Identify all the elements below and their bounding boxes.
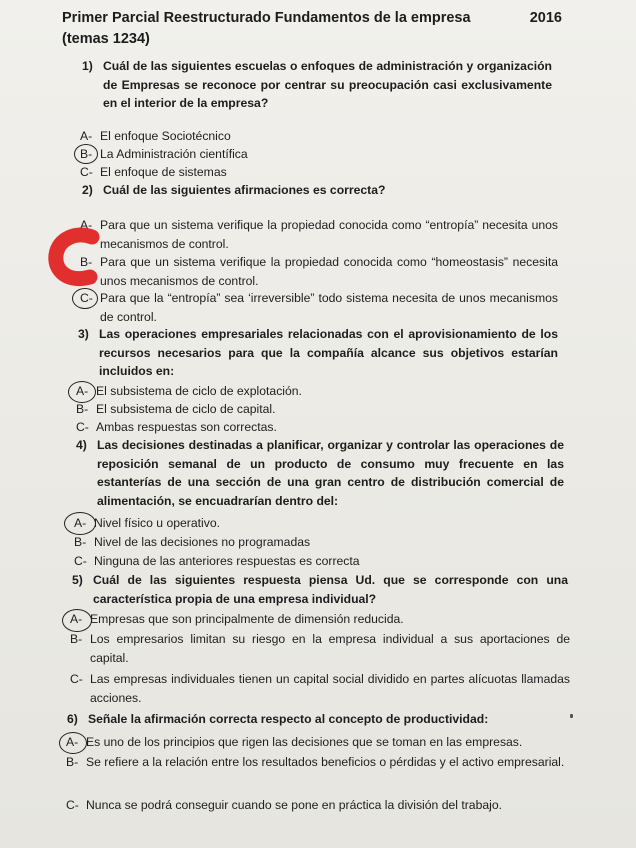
option-label: C- [80,291,93,305]
option-label: A- [76,384,89,398]
option-label: C- [76,420,89,434]
question-4-option-a [74,514,554,533]
question-1 [82,57,552,113]
option-text: El subsistema de ciclo de capital. [96,402,276,416]
option-text: Para que un sistema verifique la propiedad conocida como “homeostasis” necesita unos mecanismos de control. [100,255,558,288]
option-text: Nunca se podrá conseguir cuando se pone en práctica la división del trabajo. [86,798,502,812]
question-2-option-b [80,253,558,290]
question-6-option-b [66,753,572,772]
option-label: A- [74,516,87,530]
question-text: Las decisiones destinadas a planificar, organizar y controlar las operaciones de reposición semanal de un producto de consumo muy frecuente en las estanterías de una sección de una gran centro de distribución comercial de alimentación, se encuadrarían dentro del: [97,438,564,508]
question-text: Señale la afirmación correcta respecto al concepto de productividad: [88,712,489,726]
question-number: 2) [82,183,93,197]
option-text: Nivel físico u operativo. [94,516,220,530]
question-text: Cuál de las siguientes afirmaciones es correcta? [103,183,386,197]
exam-title [62,8,562,50]
option-text: Ninguna de las anteriores respuestas es correcta [94,554,360,568]
question-4-option-c [74,552,554,571]
option-label: B- [66,755,79,769]
option-label: C- [70,672,83,686]
question-5-option-a [70,610,570,629]
exam-year: 2016 [529,10,562,26]
question-6-option-c [66,796,572,815]
question-5 [72,571,568,608]
exam-subtitle: (temas 1234) [62,31,150,47]
option-label: B- [80,147,93,161]
answer-circle-q3 [68,381,96,403]
answer-circle-q2 [72,288,98,309]
question-4-option-b [74,533,554,552]
option-text: Para que un sistema verifique la propiedad conocida como “entropía” necesita unos mecanismos de control. [100,218,558,251]
question-1-option-a [80,127,560,146]
question-3-option-a [76,382,556,401]
answer-circle-q6 [59,732,87,754]
option-label: B- [76,402,89,416]
exam-title-text: Primer Parcial Reestructurado Fundamentos de la empresa [62,10,471,26]
option-text: El enfoque de sistemas [100,165,227,179]
question-1-option-c [80,163,560,182]
option-label: B- [80,255,93,269]
option-label: C- [66,798,79,812]
option-label: A- [80,218,93,232]
question-6-option-a [66,733,572,752]
option-label: A- [80,129,93,143]
option-text: Se refiere a la relación entre los resultados beneficios o pérdidas y el activo empresarial. [86,755,565,769]
option-label: B- [74,535,87,549]
question-2 [82,181,552,200]
option-label: C- [80,165,93,179]
question-4 [76,436,564,510]
question-3-option-c [76,418,556,437]
option-text: Las empresas individuales tienen un capital social dividido en partes alícuotas llamadas acciones. [90,672,570,705]
option-text: El enfoque Sociotécnico [100,129,231,143]
question-number: 4) [76,438,87,452]
option-text: Los empresarios limitan su riesgo en la empresa individual a sus aportaciones de capital. [90,632,570,665]
question-5-option-c [70,670,570,707]
question-5-option-b [70,630,570,667]
option-text: Para que la “entropía” sea ‘irreversible” todo sistema necesita de unos mecanismos de control. [100,291,558,324]
question-3 [78,325,558,381]
answer-circle-q4 [64,512,96,535]
option-label: B- [70,632,83,646]
question-text: Cuál de las siguientes escuelas o enfoques de administración y organización de Empresas se reconoce por centrar su preocupación casi exclusivamente en el interior de la empresa? [103,59,552,110]
option-text: La Administración científica [100,147,248,161]
question-1-option-b [80,145,560,164]
question-2-option-a [80,216,558,253]
question-2-option-c [80,289,558,326]
option-label: A- [66,735,79,749]
question-3-option-b [76,400,556,419]
option-text: Ambas respuestas son correctas. [96,420,277,434]
option-text: Empresas que son principalmente de dimensión reducida. [90,612,404,626]
ink-speck [570,714,573,718]
question-text: Las operaciones empresariales relacionadas con el aprovisionamiento de los recursos necesarios para que la compañía alcance sus objetivos estarían incluidos en: [99,327,558,378]
question-number: 1) [82,59,93,73]
option-text: Nivel de las decisiones no programadas [94,535,311,549]
answer-circle-q5 [62,609,92,632]
answer-circle-q1 [74,144,98,164]
option-text: Es uno de los principios que rigen las decisiones que se toman en las empresas. [86,735,523,749]
question-number: 6) [67,712,78,726]
question-6 [67,710,567,729]
question-number: 5) [72,573,83,587]
option-label: A- [70,612,83,626]
question-number: 3) [78,327,89,341]
question-text: Cuál de las siguientes respuesta piensa Ud. que se corresponde con una característica propia de una empresa individual? [93,573,568,606]
red-marker-mark [44,227,104,287]
option-label: C- [74,554,87,568]
option-text: El subsistema de ciclo de explotación. [96,384,302,398]
